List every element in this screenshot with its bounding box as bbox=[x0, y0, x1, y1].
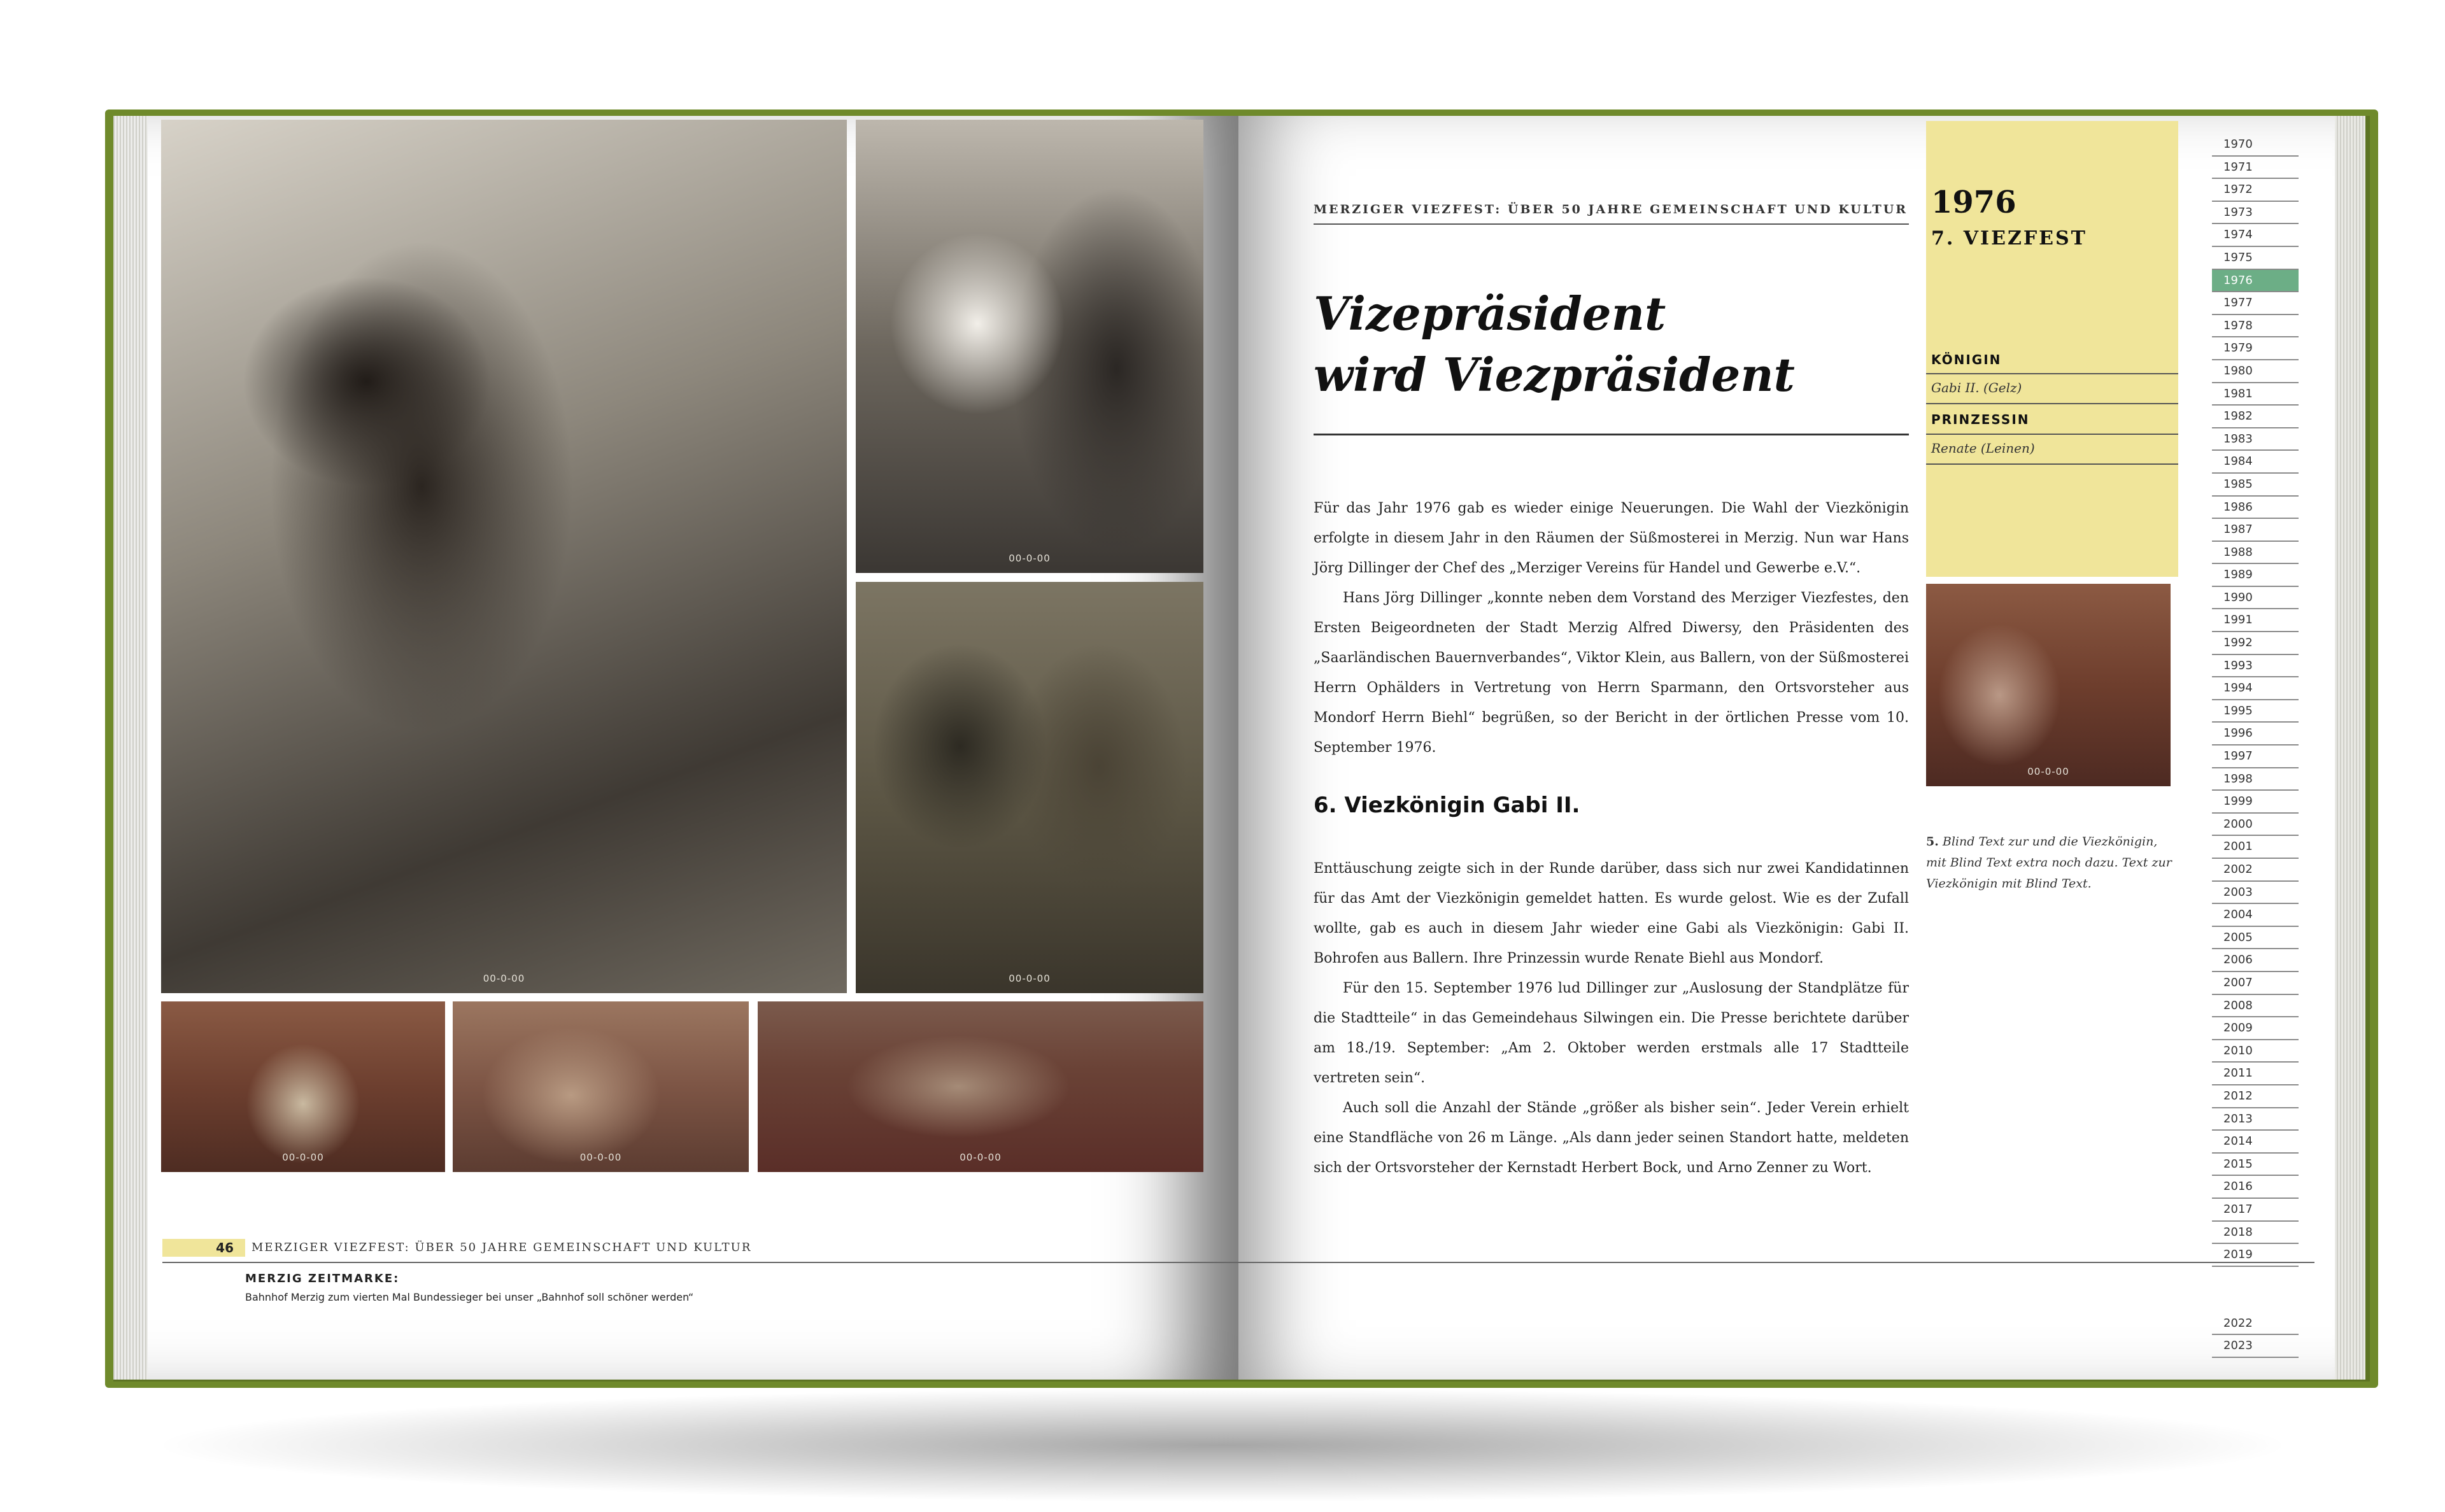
paragraph: Für das Jahr 1976 gab es wieder einige Neuerungen. Die Wahl der Viezkönigin erfolgte in diesem Jahr in den Räumen der Süßmosterei in Merzig. Nun war Hans Jörg Dillinger der Chef des „Merziger Vereins für Handel und Gewerbe e.V.“. bbox=[1314, 500, 1909, 576]
timeline-year-1998: 1998 bbox=[2212, 768, 2299, 791]
timeline-year-2009: 2009 bbox=[2212, 1017, 2299, 1040]
queen-label: KÖNIGIN bbox=[1931, 352, 2002, 367]
photo-color-3 bbox=[758, 1001, 1203, 1172]
timeline-year-1982: 1982 bbox=[2212, 406, 2299, 428]
paragraph: Für den 15. September 1976 lud Dillinger zur „Auslosung der Standplätze für die Stadtteile“ in das Gemeindehaus Silwingen ein. Die Presse berichtete darüber am 18./19. September: „Am 2. Oktober werden erstmals alle 17 Stadtteile vertreten sein“. bbox=[1314, 980, 1909, 1086]
timeline-year-2013: 2013 bbox=[2212, 1108, 2299, 1131]
timeline-year-1978: 1978 bbox=[2212, 315, 2299, 338]
info-rule bbox=[1926, 403, 2178, 404]
headline-line-2: wird Viezpräsident bbox=[1314, 348, 1795, 402]
timeline-gap bbox=[2212, 1267, 2299, 1313]
photo-code: 00-0-00 bbox=[2027, 766, 2069, 777]
footer-rule bbox=[162, 1262, 1245, 1263]
timeline-year-1990: 1990 bbox=[2212, 587, 2299, 610]
kicker-rule bbox=[1314, 223, 1909, 225]
timeline-year-1972: 1972 bbox=[2212, 179, 2299, 202]
photo-flowers bbox=[856, 120, 1203, 573]
timeline-year-1989: 1989 bbox=[2212, 564, 2299, 587]
timeline-year-1984: 1984 bbox=[2212, 451, 2299, 474]
timeline-year-2001: 2001 bbox=[2212, 836, 2299, 859]
timeline-year-2005: 2005 bbox=[2212, 927, 2299, 950]
timeline-year-1971: 1971 bbox=[2212, 157, 2299, 180]
timeline-year-1987: 1987 bbox=[2212, 519, 2299, 542]
right-page-edge bbox=[2335, 116, 2365, 1380]
left-page-edge bbox=[113, 116, 148, 1380]
timeline-year-1974: 1974 bbox=[2212, 224, 2299, 247]
paragraph: Hans Jörg Dillinger „konnte neben dem Vorstand des Merziger Viezfestes, den Ersten Beigeordneten der Stadt Merzig Alfred Diwersy, den Präsidenten des „Saarländischen Bauernverbandes“, Viktor Klein, aus Ballern, von der Süßmosterei Herrn Ophälders in Vertretung von Herrn Sparmann, den Ortsvorsteher aus Mondorf Herrn Biehl“ begrüßen, so der Bericht in der örtlichen Presse vom 10. September 1976. bbox=[1314, 590, 1909, 756]
info-rule bbox=[1926, 373, 2178, 374]
timeline-year-1979: 1979 bbox=[2212, 337, 2299, 360]
timeline-year-1977: 1977 bbox=[2212, 292, 2299, 315]
timeline-year-1975: 1975 bbox=[2212, 247, 2299, 270]
photo-queen-speech bbox=[161, 120, 847, 993]
timeline-year-1997: 1997 bbox=[2212, 745, 2299, 768]
infobox-year: 1976 bbox=[1931, 185, 2016, 220]
timeline-year-1981: 1981 bbox=[2212, 383, 2299, 406]
kicker: MERZIGER VIEZFEST: ÜBER 50 JAHRE GEMEINSCHAFT UND KULTUR bbox=[1314, 202, 1908, 216]
timeline-year-2015: 2015 bbox=[2212, 1154, 2299, 1176]
paragraph: Auch soll die Anzahl der Stände „größer als bisher sein“. Jeder Verein erhielt eine Standfläche von 26 m Länge. „Als dann jeder seinen Standort hatte, meldeten sich der Ortsvorsteher der Kernstadt Herbert Bock, und Arno Zenner zu Wort. bbox=[1314, 1100, 1909, 1176]
timeline-year-2003: 2003 bbox=[2212, 882, 2299, 905]
queen-name: Gabi II. (Gelz) bbox=[1931, 380, 2022, 395]
photo-color-2 bbox=[453, 1001, 749, 1172]
section-text bbox=[1314, 854, 1909, 1183]
photo-code: 00-0-00 bbox=[1009, 973, 1051, 984]
timeline-year-2014: 2014 bbox=[2212, 1131, 2299, 1154]
timeline-year-1986: 1986 bbox=[2212, 497, 2299, 519]
timeline-year-1994: 1994 bbox=[2212, 677, 2299, 700]
timeline-year-2017: 2017 bbox=[2212, 1199, 2299, 1222]
photo-code: 00-0-00 bbox=[1009, 553, 1051, 564]
princess-name: Renate (Leinen) bbox=[1931, 441, 2035, 456]
timeline-year-1999: 1999 bbox=[2212, 791, 2299, 814]
timeline-year-2010: 2010 bbox=[2212, 1040, 2299, 1063]
timeline-year-2004: 2004 bbox=[2212, 904, 2299, 927]
timeline-year-2007: 2007 bbox=[2212, 972, 2299, 995]
timeline-year-1970: 1970 bbox=[2212, 134, 2299, 157]
timeline-year-1976: 1976 bbox=[2212, 270, 2299, 293]
headline-line-1: Vizepräsident bbox=[1314, 286, 1666, 341]
timeline-year-2023: 2023 bbox=[2212, 1335, 2299, 1358]
photo-code: 00-0-00 bbox=[483, 973, 525, 984]
photo-caption bbox=[1926, 831, 2181, 894]
timeline-year-1992: 1992 bbox=[2212, 632, 2299, 655]
timeline-year-1988: 1988 bbox=[2212, 542, 2299, 565]
running-title: MERZIGER VIEZFEST: ÜBER 50 JAHRE GEMEINSCHAFT UND KULTUR bbox=[252, 1241, 752, 1254]
photo-barrel bbox=[856, 582, 1203, 993]
photo-code: 00-0-00 bbox=[282, 1152, 324, 1163]
timeline-year-2016: 2016 bbox=[2212, 1176, 2299, 1199]
timeline-year-2002: 2002 bbox=[2212, 859, 2299, 882]
caption-number: 5. bbox=[1926, 835, 1939, 849]
subheading: 6. Viezkönigin Gabi II. bbox=[1314, 793, 1580, 818]
timeline-year-2000: 2000 bbox=[2212, 814, 2299, 837]
timeline-year-1996: 1996 bbox=[2212, 723, 2299, 745]
timeline-year-1983: 1983 bbox=[2212, 428, 2299, 451]
timeline-year-1993: 1993 bbox=[2212, 655, 2299, 678]
timeline-year-2011: 2011 bbox=[2212, 1063, 2299, 1085]
photo-code: 00-0-00 bbox=[960, 1152, 1002, 1163]
page-number: 46 bbox=[162, 1239, 245, 1257]
princess-label: PRINZESSIN bbox=[1931, 412, 2030, 427]
headline-rule bbox=[1314, 434, 1909, 435]
zeitmarke-text: Bahnhof Merzig zum vierten Mal Bundessieger bei unser „Bahnhof soll schöner werden“ bbox=[245, 1291, 694, 1303]
timeline-year-2008: 2008 bbox=[2212, 995, 2299, 1018]
timeline-year-2012: 2012 bbox=[2212, 1085, 2299, 1108]
timeline-year-2022: 2022 bbox=[2212, 1313, 2299, 1336]
timeline-year-2019: 2019 bbox=[2212, 1244, 2299, 1267]
timeline-year-1991: 1991 bbox=[2212, 609, 2299, 632]
zeitmarke-label: MERZIG ZEITMARKE: bbox=[245, 1272, 400, 1285]
info-rule bbox=[1926, 463, 2178, 465]
footer-rule-right bbox=[1238, 1262, 2314, 1263]
paragraph: Enttäuschung zeigte sich in der Runde darüber, dass sich nur zwei Kandidatinnen für das Amt der Viezkönigin gemeldet hatten. Es wurde gelost. Wie es der Zufall wollte, gab es auch in diesem Jahr wieder eine Gabi als Viezkönigin: Gabi II. Bohrofen aus Ballern. Ihre Prinzessin wurde Renate Biehl aus Mondorf. bbox=[1314, 861, 1909, 966]
caption-text: Blind Text zur und die Viezkönigin, mit Blind Text extra noch dazu. Text zur Viezkönigin mit Blind Text. bbox=[1926, 835, 2172, 891]
book-shadow bbox=[146, 1388, 2299, 1502]
intro-text bbox=[1314, 493, 1909, 763]
timeline-year-2006: 2006 bbox=[2212, 949, 2299, 972]
photo-color-1 bbox=[161, 1001, 445, 1172]
timeline-year-1980: 1980 bbox=[2212, 360, 2299, 383]
info-rule bbox=[1926, 434, 2178, 435]
headline bbox=[1314, 283, 1909, 406]
infobox-subtitle: 7. VIEZFEST bbox=[1931, 227, 2087, 250]
timeline-year-1973: 1973 bbox=[2212, 202, 2299, 225]
timeline-year-2018: 2018 bbox=[2212, 1222, 2299, 1245]
timeline-year-1995: 1995 bbox=[2212, 700, 2299, 723]
photo-code: 00-0-00 bbox=[579, 1152, 622, 1163]
timeline-year-1985: 1985 bbox=[2212, 474, 2299, 497]
year-timeline bbox=[2212, 134, 2299, 1358]
photo-infobox bbox=[1926, 584, 2171, 786]
